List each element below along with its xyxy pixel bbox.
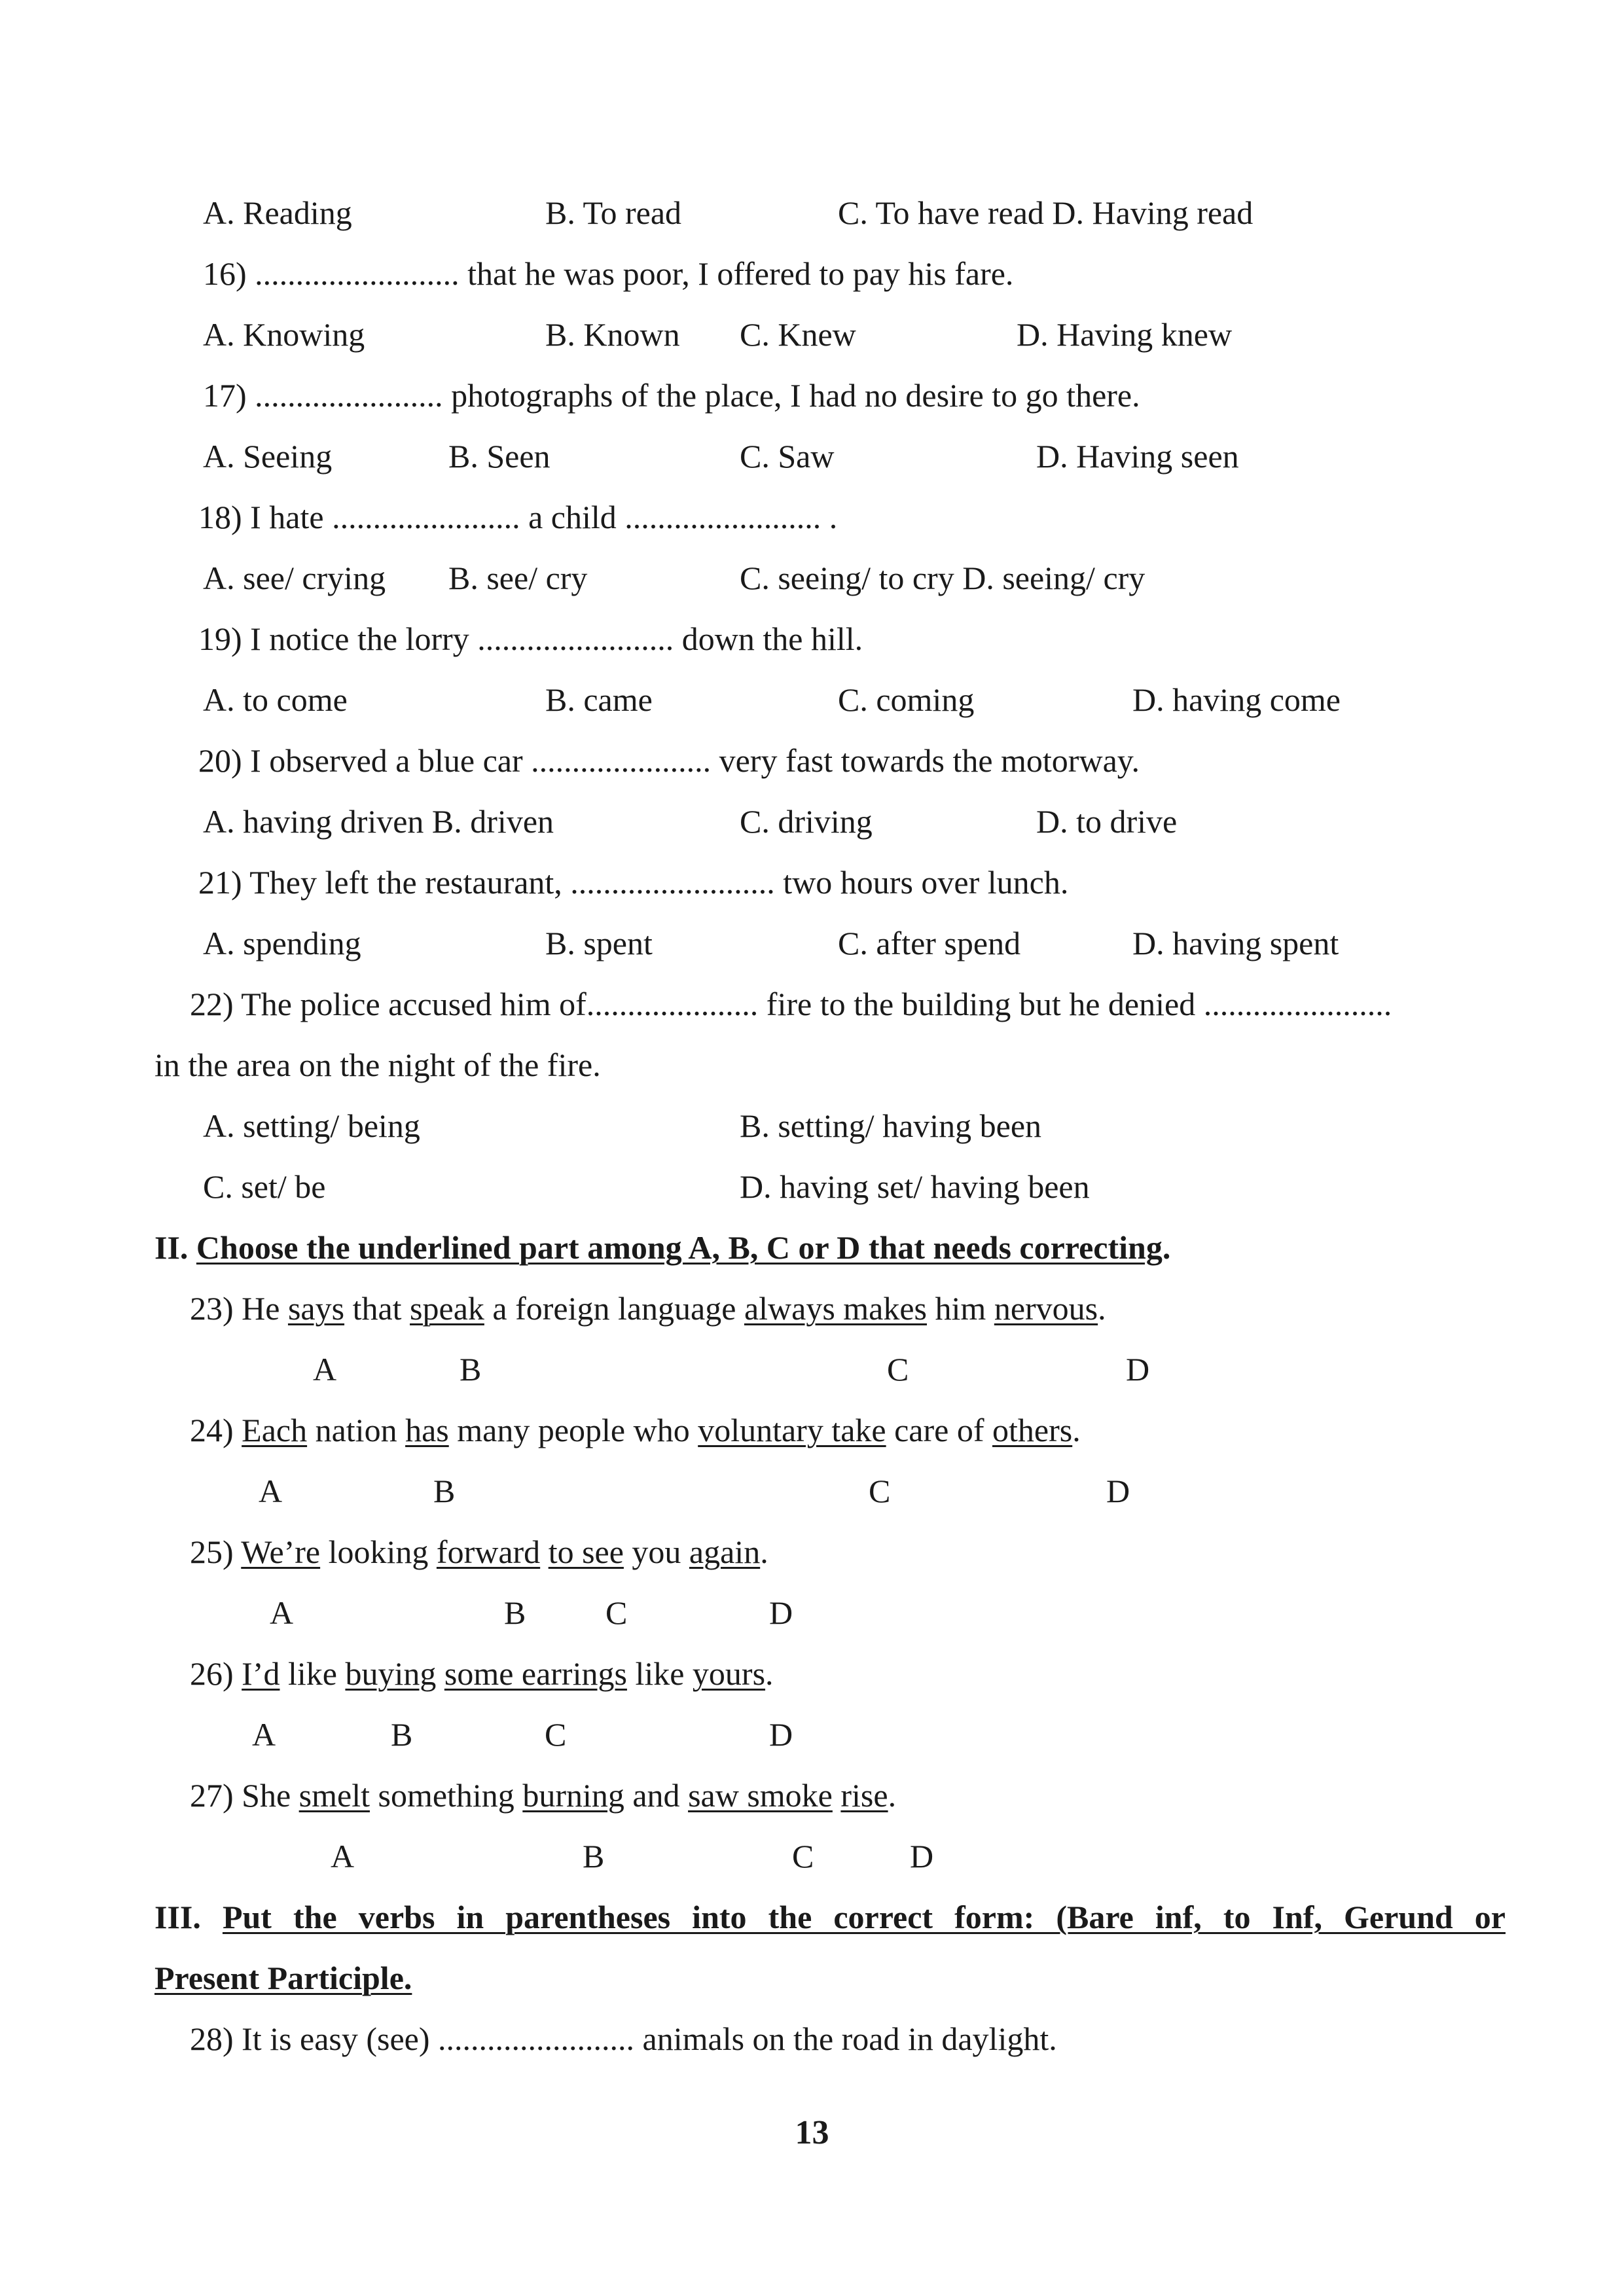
- q19-option-a: A. to come: [203, 681, 348, 718]
- q21-option-d: D. having spent: [1132, 925, 1339, 961]
- q23-label-a: A: [313, 1351, 337, 1388]
- q21-option-b: B. spent: [545, 925, 653, 961]
- q22-option-a: A. setting/ being: [203, 1107, 420, 1144]
- q27-text: .: [888, 1777, 897, 1814]
- q26-label-d: D: [769, 1716, 793, 1753]
- q26-text: like: [626, 1655, 693, 1692]
- q23-underlined-d: nervous: [994, 1290, 1098, 1327]
- q15-option-a: A. Reading: [203, 194, 352, 231]
- q27-label-c: C: [792, 1838, 814, 1874]
- q26-sentence: [190, 1657, 774, 1690]
- q23-underlined-c: always makes: [744, 1290, 928, 1327]
- q25-label-c: C: [605, 1594, 628, 1631]
- q24-label-d: D: [1106, 1473, 1130, 1509]
- section-2-title: Choose the underlined part among A, B, C or D that needs correcting: [196, 1229, 1163, 1266]
- q15-option-b: B. To read: [545, 194, 682, 231]
- q27-label-b: B: [583, 1838, 605, 1874]
- section-2-period: .: [1162, 1229, 1171, 1266]
- q27-underlined-b: burning: [522, 1777, 624, 1814]
- q26-text: like: [280, 1655, 346, 1692]
- q21-option-c: C. after spend: [838, 925, 1021, 961]
- q16-option-a: A. Knowing: [203, 316, 365, 353]
- q24-text: 24): [190, 1412, 242, 1448]
- q20-stem: 20) I observed a blue car ...................... very fast towards the motorway.: [198, 742, 1140, 779]
- q17-option-a: A. Seeing: [203, 438, 333, 475]
- q18-stem: 18) I hate ....................... a child ........................ .: [198, 499, 838, 535]
- q25-underlined-c: to see: [548, 1534, 624, 1570]
- q27-text: and: [624, 1777, 689, 1814]
- q23-label-c: C: [887, 1351, 909, 1388]
- q17-stem: [203, 379, 1140, 412]
- q23-underlined-b: speak: [410, 1290, 484, 1327]
- q24-underlined-a: Each: [242, 1412, 308, 1448]
- q27-label-a: A: [331, 1838, 355, 1874]
- q19-option-d: D. having come: [1132, 681, 1341, 718]
- q19-stem: 19) I notice the lorry ........................ down the hill.: [198, 620, 863, 657]
- q22-stem-line1: 22) The police accused him of..................... fire to the building but he denied .......................: [190, 986, 1392, 1022]
- q23-text: 23) He: [190, 1290, 288, 1327]
- q27-sentence: [190, 1779, 896, 1812]
- q28-stem: 28) It is easy (see) ........................ animals on the road in daylight.: [190, 2020, 1057, 2057]
- q27-text: 27) She: [190, 1777, 299, 1814]
- q27-label-d: D: [910, 1838, 934, 1874]
- q22-option-c: C. set/ be: [203, 1168, 326, 1205]
- q25-label-b: B: [504, 1594, 526, 1631]
- q24-text: care of: [886, 1412, 992, 1448]
- section-2-heading: [154, 1231, 1170, 1264]
- q21-option-a: A. spending: [203, 925, 361, 961]
- q25-underlined-a: We’re: [241, 1534, 321, 1570]
- q24-label-b: B: [433, 1473, 456, 1509]
- q16-option-c: C. Knew: [740, 316, 856, 353]
- q24-label-a: A: [259, 1473, 283, 1509]
- q26-underlined-a: I’d: [242, 1655, 280, 1692]
- q25-text: you: [623, 1534, 689, 1570]
- q17-option-c: C. Saw: [740, 438, 835, 475]
- section-3-heading-line1: [154, 1901, 1506, 1933]
- q16-stem: [203, 257, 1013, 290]
- q25-text: .: [760, 1534, 768, 1570]
- q27-underlined-c: saw smoke: [688, 1777, 833, 1814]
- q25-text: [540, 1534, 549, 1570]
- q27-text: something: [369, 1777, 523, 1814]
- q16-option-d: D. Having knew: [1017, 316, 1233, 353]
- q26-underlined-c: some earrings: [444, 1655, 627, 1692]
- page-number: 13: [795, 2114, 829, 2151]
- q24-underlined-b: has: [405, 1412, 449, 1448]
- q20-option-c: C. driving: [740, 803, 873, 840]
- section-3-number: III.: [154, 1899, 223, 1935]
- q24-text: many people who: [448, 1412, 698, 1448]
- q25-underlined-d: again: [689, 1534, 761, 1570]
- q17-number: 17): [203, 377, 255, 414]
- q19-option-b: B. came: [545, 681, 653, 718]
- q21-stem: 21) They left the restaurant, ......................... two hours over lunch.: [198, 864, 1069, 901]
- q23-label-d: D: [1126, 1351, 1150, 1388]
- q25-label-a: A: [270, 1594, 294, 1631]
- q25-text: looking: [320, 1534, 437, 1570]
- q26-underlined-d: yours: [692, 1655, 766, 1692]
- q17-blank: .......................: [255, 377, 443, 414]
- q23-text: that: [344, 1290, 410, 1327]
- q26-label-c: C: [545, 1716, 567, 1753]
- section-3-heading-line2: [154, 1962, 412, 1994]
- q23-text: him: [927, 1290, 994, 1327]
- q18-option-c-d: C. seeing/ to cry D. seeing/ cry: [740, 560, 1146, 596]
- q26-label-b: B: [391, 1716, 413, 1753]
- q23-label-b: B: [460, 1351, 482, 1388]
- q25-text: 25): [190, 1534, 242, 1570]
- q26-text: [436, 1655, 444, 1692]
- q24-sentence: [190, 1414, 1081, 1446]
- q26-text: .: [765, 1655, 774, 1692]
- q23-underlined-a: says: [287, 1290, 345, 1327]
- q17-option-d: D. Having seen: [1036, 438, 1239, 475]
- q19-option-c: C. coming: [838, 681, 975, 718]
- q27-underlined-a: smelt: [298, 1777, 370, 1814]
- q16-option-b: B. Known: [545, 316, 680, 353]
- q23-sentence: [190, 1292, 1106, 1325]
- section-2-number: II.: [154, 1229, 196, 1266]
- q25-label-d: D: [769, 1594, 793, 1631]
- q18-option-a: A. see/ crying: [203, 560, 386, 596]
- q27-text: [833, 1777, 841, 1814]
- q24-underlined-c: voluntary take: [698, 1412, 886, 1448]
- q22-stem-line2: in the area on the night of the fire.: [154, 1047, 601, 1083]
- q23-text: a foreign language: [484, 1290, 744, 1327]
- q16-text: that he was poor, I offered to pay his fare.: [459, 255, 1014, 292]
- q26-label-a: A: [252, 1716, 276, 1753]
- q20-option-a-b: A. having driven B. driven: [203, 803, 554, 840]
- q24-underlined-d: others: [992, 1412, 1073, 1448]
- q26-text: 26): [190, 1655, 242, 1692]
- q22-option-d: D. having set/ having been: [740, 1168, 1090, 1205]
- q20-option-d: D. to drive: [1036, 803, 1178, 840]
- q18-option-b: B. see/ cry: [448, 560, 588, 596]
- q17-text: photographs of the place, I had no desire to go there.: [442, 377, 1140, 414]
- q24-text: .: [1072, 1412, 1081, 1448]
- q16-number: 16): [203, 255, 255, 292]
- q26-underlined-b: buying: [345, 1655, 437, 1692]
- q23-text: .: [1098, 1290, 1106, 1327]
- q24-label-c: C: [869, 1473, 891, 1509]
- q16-blank: .........................: [255, 255, 460, 292]
- q17-option-b: B. Seen: [448, 438, 550, 475]
- q22-option-b: B. setting/ having been: [740, 1107, 1042, 1144]
- q27-underlined-d: rise: [840, 1777, 888, 1814]
- q15-option-c-d: C. To have read D. Having read: [838, 194, 1254, 231]
- section-3-title-part1: Put the verbs in parentheses into the correct form: (Bare inf, to Inf, Gerund or: [222, 1899, 1506, 1935]
- q25-underlined-b: forward: [436, 1534, 541, 1570]
- q24-text: nation: [307, 1412, 406, 1448]
- q25-sentence: [190, 1535, 768, 1568]
- section-3-title-part2: Present Participle.: [154, 1960, 412, 1996]
